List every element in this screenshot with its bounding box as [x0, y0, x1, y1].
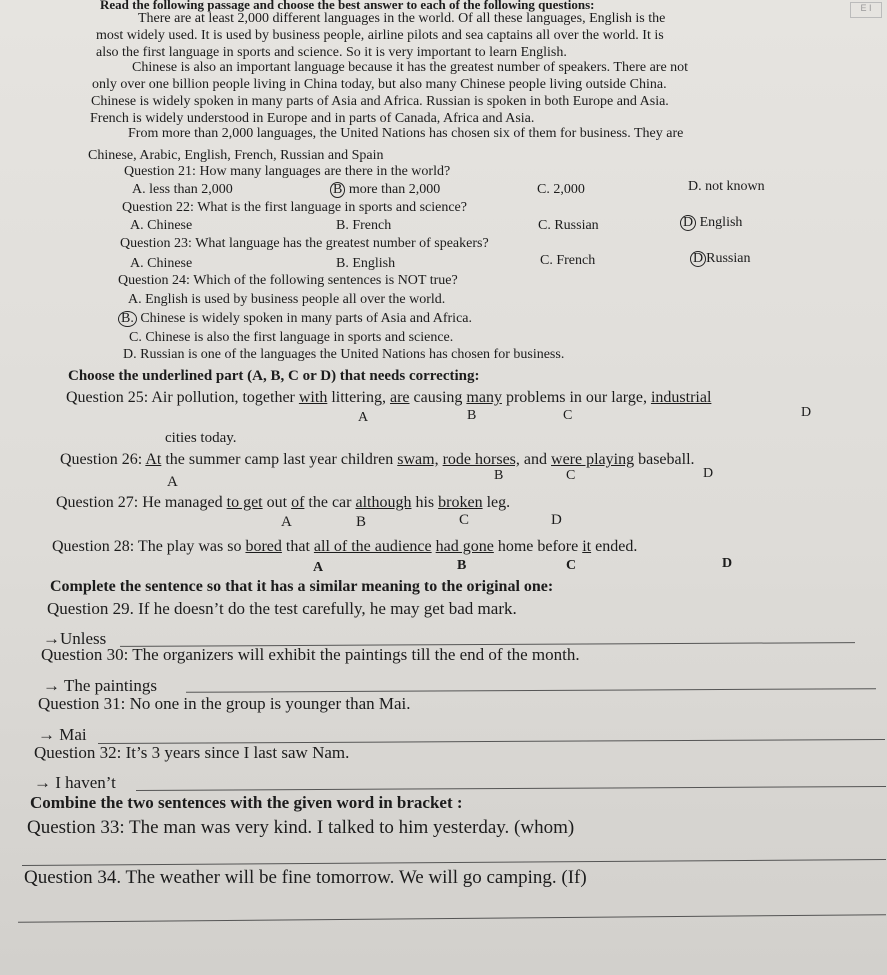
q25-continuation: cities today.	[165, 430, 237, 446]
q21-option-b[interactable]: B more than 2,000	[330, 182, 440, 198]
question-31-stem: Question 31: No one in the group is younger than Mai.	[38, 694, 411, 713]
q27-underline-d[interactable]: broken	[438, 494, 483, 511]
q27-letter-a: A	[281, 514, 292, 530]
q26-underline-a[interactable]: At	[145, 451, 162, 468]
q25-letter-a: A	[358, 410, 369, 425]
q25-letter-b: B	[467, 408, 477, 423]
question-26: Question 26: At the summer camp last year children swam, rode horses, and were playing baseball.	[60, 451, 695, 468]
header-instruction: Read the following passage and choose the best answer to each of the following questions:	[100, 0, 595, 12]
q28-underline-c[interactable]: had gone	[435, 538, 494, 555]
q28-underline-d[interactable]: it	[582, 538, 592, 555]
q26-letter-a: A	[167, 474, 178, 490]
q28-underline-b[interactable]: all of the audience	[313, 538, 432, 555]
q27-letter-c: C	[459, 512, 470, 528]
answer-circle: B.	[118, 311, 137, 327]
q25-underline-c[interactable]: many	[466, 389, 502, 406]
q26-underline-d[interactable]: were playing	[551, 451, 635, 468]
q23-option-b[interactable]: B. English	[336, 256, 396, 271]
q26-letter-d: D	[703, 466, 714, 481]
passage-line: most widely used. It is used by business people, airline pilots and sea captains all over the world. It is	[96, 28, 664, 43]
q33-answer-line[interactable]	[22, 859, 886, 866]
question-32-stem: Question 32: It’s 3 years since I last saw Nam.	[34, 743, 350, 762]
q25-letter-d: D	[801, 405, 812, 420]
passage-line: also the first language in sports and science. So it is very important to learn English.	[96, 45, 567, 60]
section-3-heading: Complete the sentence so that it has a similar meaning to the original one:	[50, 578, 554, 595]
q21-option-a[interactable]: A. less than 2,000	[132, 182, 233, 197]
question-29-stem: Question 29. If he doesn’t do the test carefully, he may get bad mark.	[47, 599, 517, 618]
q22-option-d[interactable]: D English	[680, 215, 742, 231]
passage-line: French is widely understood in Europe and in parts of Canada, Africa and Asia.	[90, 111, 535, 126]
q26-underline-c[interactable]: rode horses,	[442, 451, 520, 468]
question-22-stem: Question 22: What is the first language in sports and science?	[122, 200, 467, 215]
q27-underline-c[interactable]: although	[355, 494, 412, 511]
question-25: Question 25: Air pollution, together with littering, are causing many problems in our large, industrial	[66, 389, 712, 406]
q31-answer-lead: → Mai	[38, 725, 87, 744]
q29-answer-lead: →Unless	[43, 629, 107, 648]
q27-letter-b: B	[356, 514, 367, 530]
q24-option-d[interactable]: D. Russian is one of the languages the United Nations has chosen for business.	[123, 347, 565, 362]
q22-option-a[interactable]: A. Chinese	[130, 218, 193, 233]
q22-option-b[interactable]: B. French	[336, 218, 392, 233]
passage-line: only over one billion people living in China today, but also many Chinese people living outside China.	[92, 77, 667, 92]
question-33-stem: Question 33: The man was very kind. I talked to him yesterday. (whom)	[27, 817, 575, 838]
q26-underline-b[interactable]: swam,	[397, 451, 439, 468]
q24-option-a[interactable]: A. English is used by business people all over the world.	[128, 292, 446, 307]
corner-tag: E I	[850, 2, 882, 18]
q25-underline-d[interactable]: industrial	[650, 389, 712, 406]
q26-letter-b: B	[494, 468, 504, 483]
answer-circle: D	[690, 251, 706, 267]
q28-letter-d: D	[722, 556, 733, 571]
section-2-heading: Choose the underlined part (A, B, C or D) that needs correcting:	[68, 368, 480, 384]
q27-underline-b[interactable]: of	[291, 494, 305, 511]
q30-answer-line[interactable]	[186, 688, 876, 693]
q25-underline-a[interactable]: with	[298, 389, 328, 406]
q25-underline-b[interactable]: are	[389, 389, 410, 406]
q23-option-c[interactable]: C. French	[540, 253, 596, 268]
q28-letter-a: A	[313, 560, 324, 575]
passage-line: Chinese is also an important language because it has the greatest number of speakers. There are not	[132, 60, 689, 75]
q23-option-a[interactable]: A. Chinese	[130, 256, 193, 271]
q24-option-c[interactable]: C. Chinese is also the first language in sports and science.	[129, 330, 454, 345]
q23-option-d[interactable]: D Russian	[690, 251, 750, 267]
q24-option-b[interactable]: B. Chinese is widely spoken in many parts of Asia and Africa.	[118, 311, 472, 327]
passage-line: There are at least 2,000 different languages in the world. Of all these languages, English is the	[138, 11, 666, 26]
passage-line: From more than 2,000 languages, the United Nations has chosen six of them for business. They are	[128, 126, 684, 141]
q32-answer-lead: → I haven’t	[34, 773, 116, 792]
q27-letter-d: D	[551, 512, 562, 528]
passage-line: Chinese is widely spoken in many parts of Asia and Africa. Russian is spoken in both Europe and Asia.	[91, 94, 669, 109]
q22-option-c[interactable]: C. Russian	[538, 218, 599, 233]
q21-option-d[interactable]: D. not known	[688, 179, 765, 194]
q28-letter-c: C	[566, 558, 577, 573]
q26-letter-c: C	[566, 468, 576, 483]
passage-line: Chinese, Arabic, English, French, Russian and Spain	[88, 148, 384, 163]
q28-underline-a[interactable]: bored	[245, 538, 282, 555]
question-34-stem: Question 34. The weather will be fine tomorrow. We will go camping. (If)	[24, 867, 587, 888]
question-28: Question 28: The play was so bored that all of the audience had gone home before it ended.	[52, 538, 638, 555]
question-23-stem: Question 23: What language has the greatest number of speakers?	[120, 236, 489, 251]
q34-answer-line[interactable]	[18, 914, 886, 923]
question-21-stem: Question 21: How many languages are there in the world?	[124, 164, 451, 179]
section-4-heading: Combine the two sentences with the given word in bracket :	[30, 793, 463, 812]
q27-underline-a[interactable]: to get	[226, 494, 263, 511]
question-30-stem: Question 30: The organizers will exhibit the paintings till the end of the month.	[41, 645, 580, 664]
q32-answer-line[interactable]	[136, 786, 886, 791]
question-24-stem: Question 24: Which of the following sentences is NOT true?	[118, 273, 458, 288]
q30-answer-lead: → The paintings	[43, 676, 157, 695]
question-27: Question 27: He managed to get out of the car although his broken leg.	[56, 494, 511, 511]
q28-letter-b: B	[457, 558, 467, 573]
answer-circle: B	[330, 182, 345, 198]
q25-letter-c: C	[563, 408, 573, 423]
answer-circle: D	[680, 215, 696, 231]
q21-option-c[interactable]: C. 2,000	[537, 182, 585, 197]
